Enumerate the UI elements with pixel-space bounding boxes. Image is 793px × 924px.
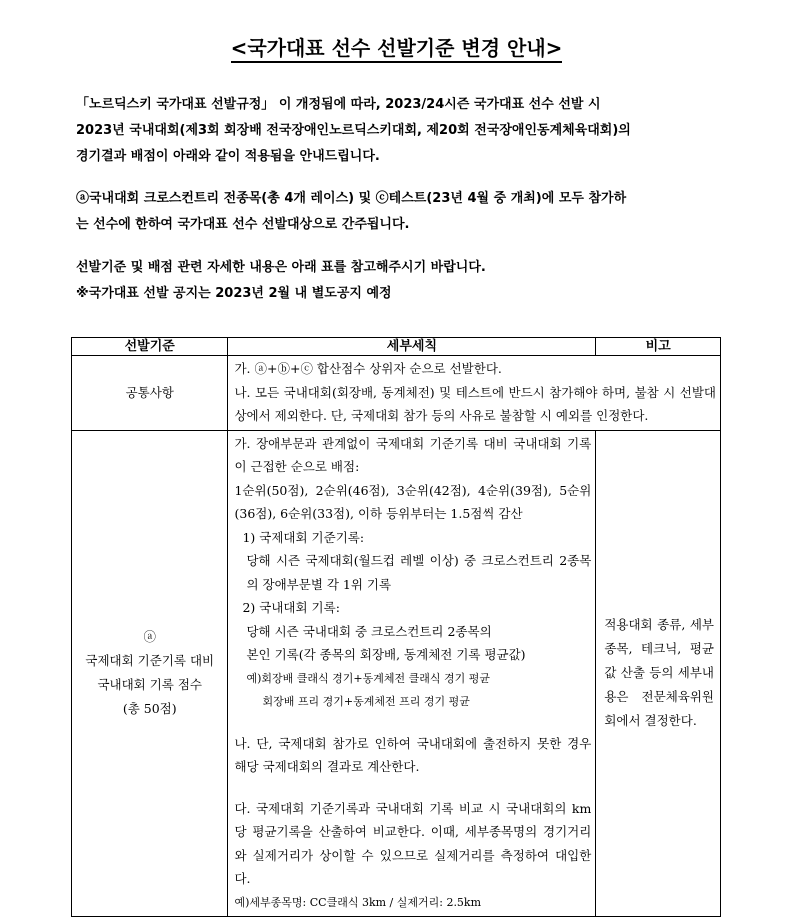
section-ga-points: 1순위(50점), 2순위(46점), 3순위(42점), 4순위(39점), 5순위(36점), 6순위(33점), 이하 등위부터는 1.5점씩 감산 xyxy=(234,482,592,521)
section-da: 다. 국제대회 기준기록과 국내대회 기록 비교 시 국내대회의 km당 평균기록을 산출하여 비교한다. 이때, 세부종목명의 경기거리와 실제거리가 상이할 수 있으므로 실제거리를 측정하여 대입한다. xyxy=(234,800,592,886)
sub1-text: 당해 시즌 국제대회(월드컵 레벨 이상) 중 크로스컨트리 2종목의 장애부문별 각 1위 기록 xyxy=(246,553,592,592)
eligibility-line: 는 선수에 한하여 국가대표 선수 선발대상으로 간주됩니다. xyxy=(76,217,410,232)
example-distance: 예)세부종목명: CC클래식 3km / 실제거리: 2.5km xyxy=(234,895,482,909)
intro-paragraph xyxy=(76,92,716,170)
sub2-title: 2) 국내대회 기록: xyxy=(242,600,340,615)
row-a-remarks: 적용대회 종류, 세부종목, 테크닉, 평균값 산출 등의 세부내용은 전문체육위원회에서 결정한다. xyxy=(596,430,721,917)
header-details: 세부세칙 xyxy=(228,338,596,356)
common-details xyxy=(228,356,721,431)
reference-line: 선발기준 및 배점 관련 자세한 내용은 아래 표를 참고해주시기 바랍니다. xyxy=(76,260,486,275)
selection-criteria-table xyxy=(71,337,721,917)
criterion-a-mark: ⓐ xyxy=(143,629,156,645)
sub2-text: 본인 기록(각 종목의 회장배, 동계체전 기록 평균값) xyxy=(246,647,526,662)
eligibility-paragraph xyxy=(76,186,716,238)
spacer xyxy=(234,714,591,732)
criterion-a-line: 국제대회 기준기록 대비 xyxy=(85,653,215,669)
section-ga: 가. 장애부문과 관계없이 국제대회 기준기록 대비 국내대회 기록이 근접한 순으로 배점: xyxy=(234,435,592,474)
criterion-a-line: 국내대회 기록 점수 xyxy=(97,677,203,693)
criterion-a xyxy=(72,430,228,917)
reference-notice: ※국가대표 선발 공지는 2023년 2월 내 별도공지 예정 xyxy=(76,286,392,301)
common-line: 가. ⓐ+ⓑ+ⓒ 합산점수 상위자 순으로 선발한다. xyxy=(234,361,502,376)
intro-line: 2023년 국내대회(제3회 회장배 전국장애인노르딕스키대회, 제20회 전국장애인동계체육대회)의 xyxy=(76,123,631,138)
eligibility-line: ⓐ국내대회 크로스컨트리 전종목(총 4개 레이스) 및 ⓒ테스트(23년 4월 중 개최)에 모두 참가하 xyxy=(76,191,627,206)
common-line: 나. 모든 국내대회(회장배, 동계체전) 및 테스트에 반드시 참가해야 하며, 불참 시 선발대상에서 제외한다. 단, 국제대회 참가 등의 사유로 불참할 시 예외를 인정한다. xyxy=(234,384,716,423)
example-free: 회장배 프리 경기+동계체전 프리 경기 평균 xyxy=(262,695,470,708)
table-header-row xyxy=(72,338,721,356)
reference-paragraph xyxy=(76,255,716,307)
table-row-common xyxy=(72,356,721,431)
criterion-common: 공통사항 xyxy=(72,356,228,431)
spacer xyxy=(234,779,591,797)
example-classic: 예)회장배 클래식 경기+동계체전 클래식 경기 평균 xyxy=(246,671,490,685)
intro-line: 「노르딕스키 국가대표 선발규정」 이 개정됨에 따라, 2023/24시즌 국가대표 선수 선발 시 xyxy=(76,97,601,112)
header-remarks: 비고 xyxy=(596,338,721,356)
criterion-a-points: (총 50점) xyxy=(122,701,177,717)
row-a-details xyxy=(228,430,596,917)
page-title: <국가대표 선수 선발기준 변경 안내> xyxy=(0,32,793,61)
sub1-title: 1) 국제대회 기준기록: xyxy=(242,529,365,545)
table-row-a xyxy=(72,430,721,917)
header-criterion: 선발기준 xyxy=(72,338,228,356)
intro-line: 경기결과 배점이 아래와 같이 적용됨을 안내드립니다. xyxy=(76,149,380,164)
sub2-text: 당해 시즌 국내대회 중 크로스컨트리 2종목의 xyxy=(246,623,492,639)
section-na: 나. 단, 국제대회 참가로 인하여 국내대회에 출전하지 못한 경우 해당 국제대회의 결과로 계산한다. xyxy=(234,735,592,774)
